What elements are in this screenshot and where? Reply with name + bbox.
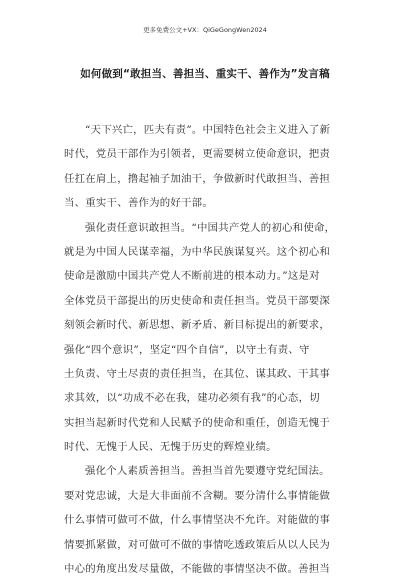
body-line: 强化责任意识敢担当。“中国共产党人的初心和使命， <box>85 221 336 234</box>
body-line: 刻领会新时代、新思想、新矛盾、新目标提出的新要求， <box>64 319 331 332</box>
body-line: 什么事情可做可不做，什么事情坚决不允许。对能做的事 <box>64 514 331 527</box>
body-line: 任扛在肩上，撸起袖子加油干，争做新时代敢担当、善担 <box>64 172 331 185</box>
body-line: 时代，党员干部作为引领者，更需要树立使命意识，把责 <box>64 148 331 161</box>
header-note: 更多免费公文+VX：QiGeGongWen2024 <box>143 26 267 34</box>
body-line: 求其效，以“功成不必在我，建功必须有我”的心态，切 <box>64 392 320 405</box>
body-line: 时代、无愧于人民、无愧于历史的辉煌业绩。 <box>64 441 277 454</box>
body-line: 强化“四个意识”，坚定“四个自信”，以守土有责、守 <box>64 343 310 356</box>
document-title: 如何做到“敢担当、善担当、重实干、善作为”发言稿 <box>80 68 330 80</box>
body-line: 强化个人素质善担当。善担当首先要遵守党纪国法。 <box>85 465 330 478</box>
body-line: 当、重实干、善作为的好干部。 <box>64 197 213 210</box>
body-line: 就是为中国人民谋幸福，为中华民族谋复兴。这个初心和 <box>64 245 331 258</box>
body-line: 实担当起新时代党和人民赋予的使命和重任，创造无愧于 <box>64 416 331 429</box>
body-line: 全体党员干部提出的历史使命和责任担当。党员干部要深 <box>64 294 331 307</box>
body-line: 使命是激励中国共产党人不断前进的根本动力。”这是对 <box>64 270 320 283</box>
body-line: 要对党忠诚，大是大非面前不含糊。要分清什么事情能做 <box>64 489 331 502</box>
body-line: “天下兴亡，匹夫有责”。中国特色社会主义进入了新 <box>85 124 331 136</box>
body-line: 土负责、守土尽责的责任担当，在其位、谋其政、干其事 <box>64 367 331 380</box>
document-body <box>64 118 350 581</box>
body-line: 情要抓紧做，对可做可不做的事情吃透政策后从以人民为 <box>64 538 331 551</box>
body-line: 中心的角度出发尽量做，不能做的事情坚决不做。善担当 <box>64 563 331 576</box>
